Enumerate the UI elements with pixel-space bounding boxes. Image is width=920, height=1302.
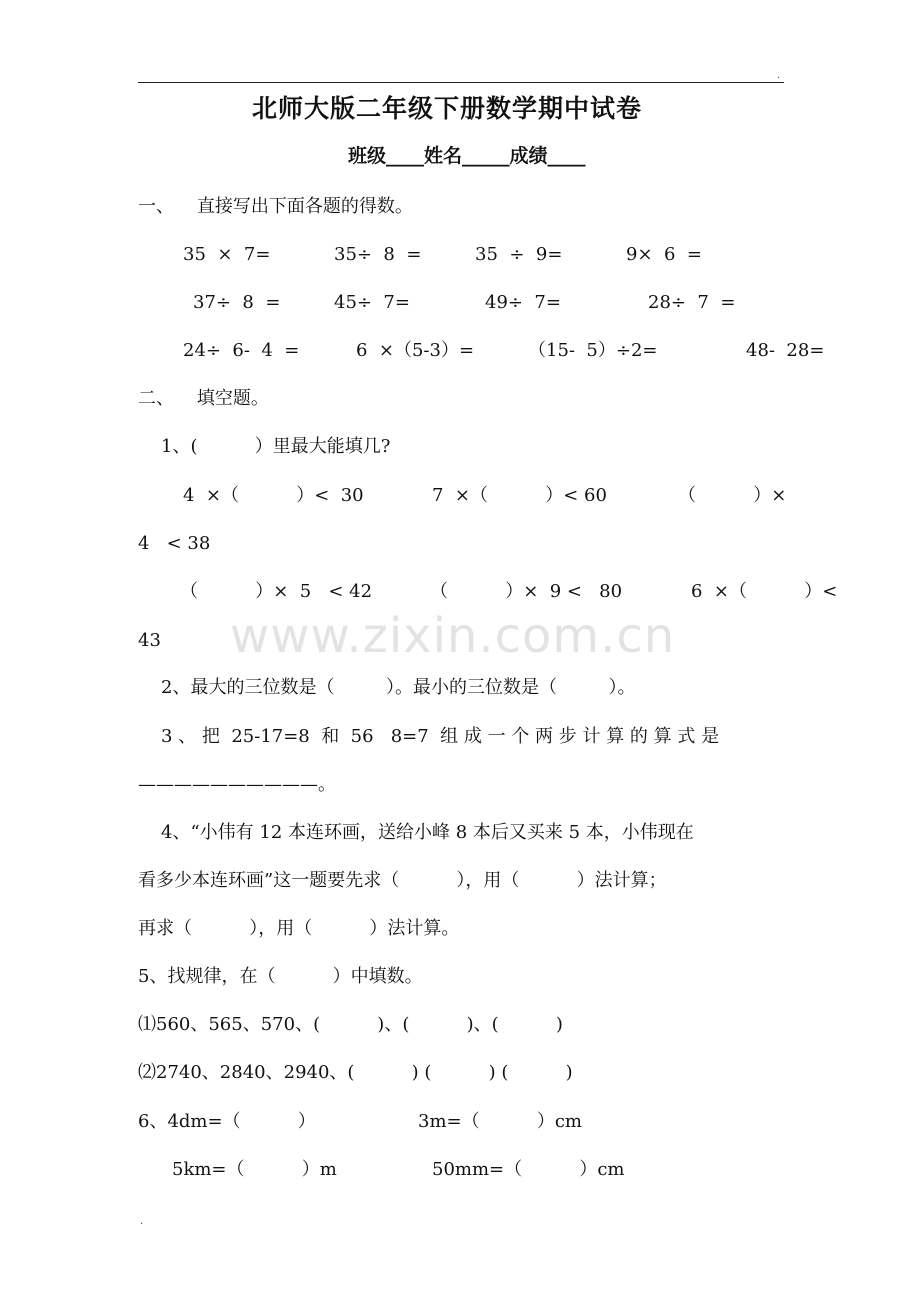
calc-item: 6 ×（5-3）= [356,340,475,361]
student-info-line: 班级____姓名_____成绩____ [348,145,586,167]
question4-line3: 再求（ ），用（ ）法计算。 [138,918,460,939]
pattern-sequence-2: ⑵2740、2840、2940、( ) ( ) ( ) [138,1062,573,1083]
inequality-item: 6 ×（ ）< [691,581,838,602]
question1-title: 1、( ）里最大能填几? [161,436,391,457]
calc-item: 24÷ 6- 4 = [183,340,300,361]
inequality-continuation: 4 < 38 [138,533,211,554]
question3-answer-line: ——————————。 [138,774,336,795]
calc-item: 35 × 7= [183,244,271,265]
inequality-item: 7 ×（ ）< 60 [432,485,607,506]
question5-title: 5、找规律，在（ ）中填数。 [138,966,423,987]
section1-heading: 一、 直接写出下面各题的得数。 [138,196,413,217]
unit-conversion: 5km=（ ）m [172,1159,337,1180]
header-rule [138,82,784,83]
calc-item: 28÷ 7 = [648,292,736,313]
calc-item: 9× 6 = [626,244,702,265]
question2: 2、最大的三位数是（ ）。最小的三位数是（ ）。 [161,677,636,698]
calc-item: 49÷ 7= [485,292,561,313]
calc-item: 45÷ 7= [334,292,410,313]
question4-line2: 看多少本连环画”这一题要先求（ ），用（ ）法计算； [138,870,667,891]
calc-item: 35÷ 8 = [334,244,422,265]
question4-line1: 4、“小伟有 12 本连环画，送给小峰 8 本后又买来 5 本，小伟现在 [161,822,694,843]
inequality-continuation: 43 [138,630,161,651]
unit-conversion: 3m=（ ）cm [418,1111,582,1132]
calc-item: 35 ÷ 9= [475,244,563,265]
calc-item: 37÷ 8 = [193,292,281,313]
question3-line1: 3 、 把 25-17=8 和 56 8=7 组 成 一 个 两 步 计 算 的 算 式 是 [161,726,720,747]
watermark: www.zixin.com.cn [230,608,676,664]
inequality-item: （ ）× 5 < 42 [180,581,373,602]
section2-heading: 二、 填空题。 [138,388,269,409]
unit-conversion: 50mm=（ ）cm [432,1159,625,1180]
page-title: 北师大版二年级下册数学期中试卷 [252,94,643,123]
header-dot: . [777,70,781,81]
inequality-item: （ ）× [678,485,787,506]
unit-conversion: 6、4dm=（ ） [138,1111,316,1132]
calc-item: （15- 5）÷2= [528,340,658,361]
footer-dot: . [140,1216,144,1227]
pattern-sequence-1: ⑴560、565、570、( )、( )、( ) [138,1014,563,1035]
inequality-item: 4 ×（ ）< 30 [183,485,364,506]
inequality-item: （ ）× 9 < 80 [430,581,623,602]
calc-item: 48- 28= [746,340,825,361]
